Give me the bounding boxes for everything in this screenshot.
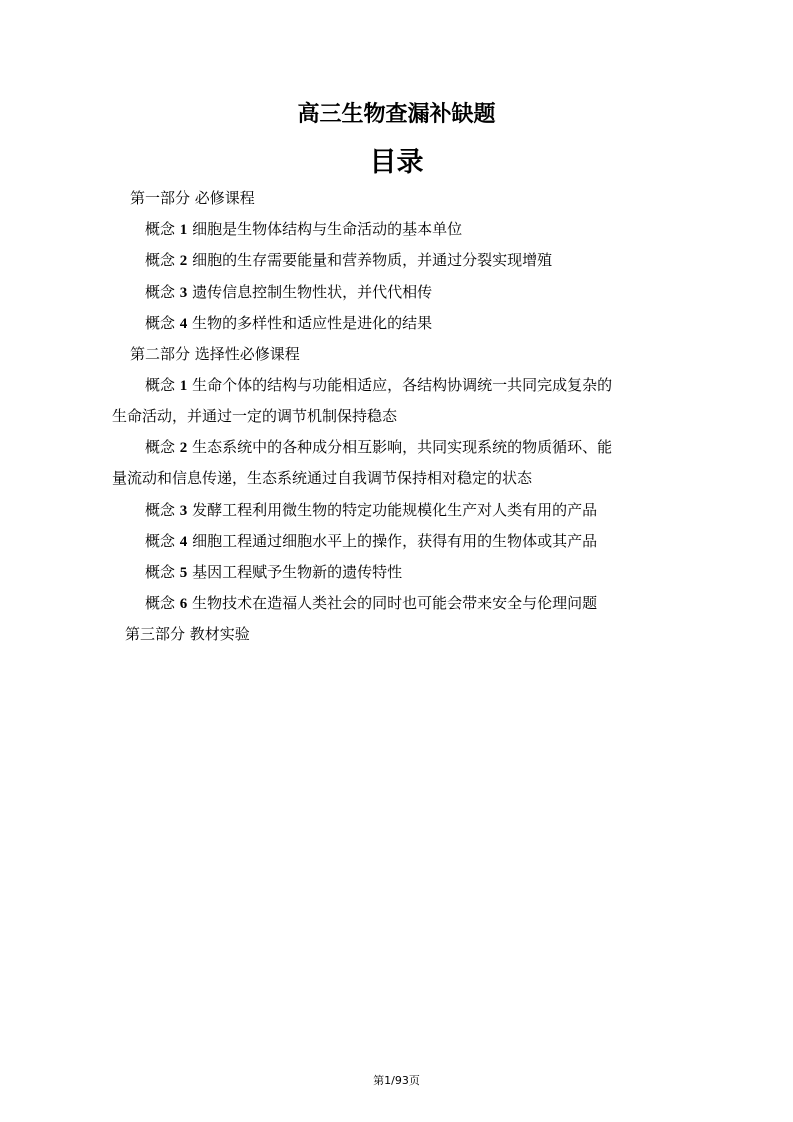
- concept-prefix: 概念: [145, 314, 176, 332]
- concept-text: 基因工程赋予生物新的遗传特性: [192, 563, 403, 581]
- toc-part2-concept-4: [145, 531, 597, 552]
- concept-text: 细胞工程通过细胞水平上的操作，获得有用的生物体或其产品: [192, 532, 598, 550]
- toc-heading: 目录: [369, 147, 424, 178]
- concept-number: 3: [179, 503, 188, 519]
- concept-text: 遗传信息控制生物性状，并代代相传: [192, 283, 433, 301]
- concept-number: 1: [179, 222, 188, 238]
- concept-prefix: 概念: [145, 438, 176, 456]
- concept-number: 4: [179, 534, 188, 550]
- toc-part1-concept-3: [145, 282, 432, 303]
- concept-prefix: 概念: [145, 220, 176, 238]
- concept-number: 3: [179, 285, 188, 301]
- concept-number: 6: [179, 596, 188, 612]
- concept-number: 1: [179, 378, 188, 394]
- toc-part1-concept-1: [145, 219, 462, 240]
- concept-prefix: 概念: [145, 594, 176, 612]
- concept-prefix: 概念: [145, 532, 176, 550]
- toc-part1-concept-2: [145, 250, 552, 271]
- document-title: 高三生物查漏补缺题: [297, 102, 496, 127]
- concept-prefix: 概念: [145, 283, 176, 301]
- toc-part2-concept-6: [145, 593, 597, 614]
- toc-part2-concept-1-continuation: 生命活动，并通过一定的调节机制保持稳态: [112, 407, 398, 425]
- concept-number: 2: [179, 440, 188, 456]
- concept-number: 2: [179, 253, 188, 269]
- concept-text: 细胞的生存需要能量和营养物质，并通过分裂实现增殖: [192, 251, 553, 269]
- concept-prefix: 概念: [145, 251, 176, 269]
- toc-part2-concept-2: [145, 437, 612, 458]
- concept-text: 发酵工程利用微生物的特定功能规模化生产对人类有用的产品: [192, 501, 598, 519]
- concept-number: 4: [179, 316, 188, 332]
- concept-text: 生命个体的结构与功能相适应，各结构协调统一共同完成复杂的: [192, 376, 613, 394]
- concept-text: 生物的多样性和适应性是进化的结果: [192, 314, 433, 332]
- toc-part-3: 第三部分 教材实验: [125, 625, 250, 643]
- toc-part-2: 第二部分 选择性必修课程: [130, 345, 300, 363]
- concept-number: 5: [179, 565, 188, 581]
- concept-text: 生态系统中的各种成分相互影响，共同实现系统的物质循环、能: [192, 438, 613, 456]
- concept-text: 细胞是生物体结构与生命活动的基本单位: [192, 220, 463, 238]
- page-number: 第1/93页: [373, 1074, 420, 1087]
- concept-prefix: 概念: [145, 501, 176, 519]
- toc-part2-concept-3: [145, 500, 597, 521]
- toc-part2-concept-1: [145, 375, 612, 396]
- toc-part1-concept-4: [145, 313, 432, 334]
- concept-prefix: 概念: [145, 563, 176, 581]
- concept-prefix: 概念: [145, 376, 176, 394]
- concept-text: 生物技术在造福人类社会的同时也可能会带来安全与伦理问题: [192, 594, 598, 612]
- toc-part2-concept-5: [145, 562, 402, 583]
- toc-part2-concept-2-continuation: 量流动和信息传递，生态系统通过自我调节保持相对稳定的状态: [112, 469, 533, 487]
- toc-part-1: 第一部分 必修课程: [130, 189, 255, 207]
